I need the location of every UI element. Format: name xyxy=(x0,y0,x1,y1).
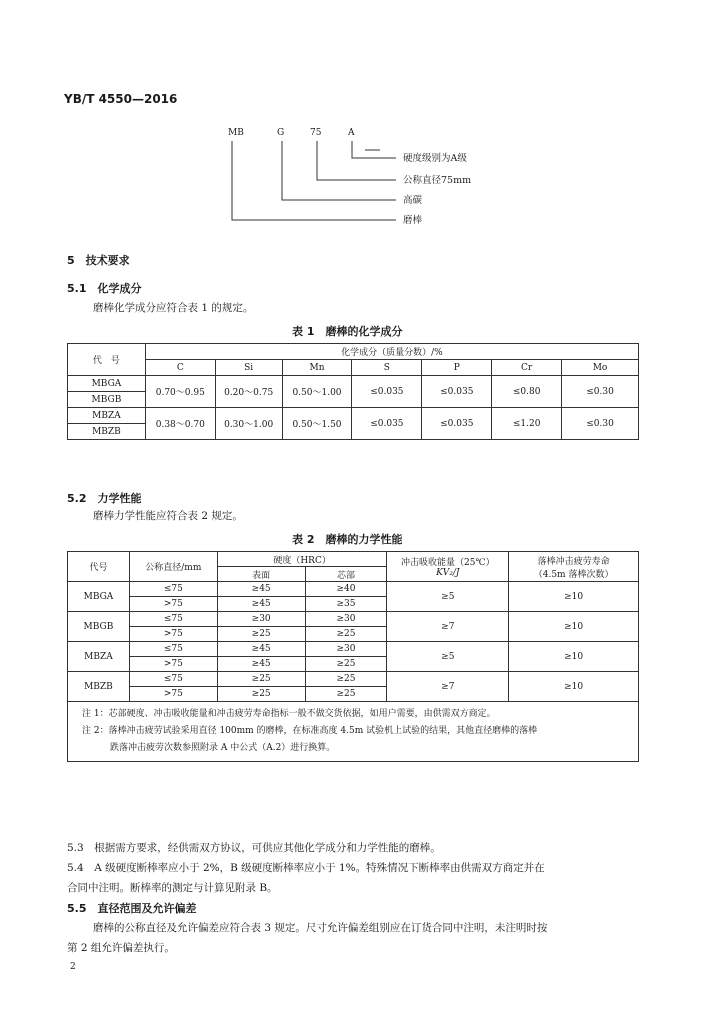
designation-legend-diameter: 公称直径75mm xyxy=(403,175,472,186)
table2-header-impact-line1: 冲击吸收能量（25℃） xyxy=(401,558,495,568)
table1-col-p: P xyxy=(422,360,492,376)
section-5-title: 5 技术要求 xyxy=(67,254,130,267)
section-5-4-line1: 5.4 A 级硬度断棒率应小于 2%，B 级硬度断棒率应小于 1%。特殊情况下断棒率由供需双方商定并在 xyxy=(67,862,545,874)
table2-cell: ≤75 xyxy=(129,612,217,627)
table1-cell: ≤0.035 xyxy=(422,376,492,408)
table1-caption: 表 1 磨棒的化学成分 xyxy=(292,325,403,338)
table2-header-code: 代号 xyxy=(68,552,130,582)
table2-cell: ≥5 xyxy=(387,582,509,612)
table2-cell: ≥7 xyxy=(387,672,509,702)
table2-mechanical-properties xyxy=(67,551,639,762)
table2-cell: ≥7 xyxy=(387,612,509,642)
page-number: 2 xyxy=(70,962,76,972)
table2-header-surface: 表面 xyxy=(217,567,305,582)
table2-header-fatigue-line1: 落棒冲击疲劳寿命 xyxy=(537,556,610,567)
table1-cell: ≤0.30 xyxy=(562,376,639,408)
table1-chemical-composition xyxy=(67,343,639,440)
designation-code-g: G xyxy=(277,128,285,138)
table1-cell: ≤0.035 xyxy=(422,408,492,440)
table2-cell: >75 xyxy=(129,627,217,642)
designation-code-mb: MB xyxy=(228,128,244,138)
table2-cell: ≥25 xyxy=(217,672,305,687)
table2-cell: ≥45 xyxy=(217,642,305,657)
table2-cell: ≥25 xyxy=(217,627,305,642)
table2-row-code: MBZA xyxy=(68,642,130,672)
table2-cell: ≥35 xyxy=(305,597,387,612)
table2-header-fatigue xyxy=(509,552,639,582)
table2-cell: >75 xyxy=(129,687,217,702)
table2-note-2-line1: 注 2：落棒冲击疲劳试验采用直径 100mm 的磨棒，在标准高度 4.5m 试验机上试验的结果，其他直径磨棒的落棒 xyxy=(82,726,538,736)
table2-cell: ≥10 xyxy=(509,612,639,642)
table1-cell: ≤0.035 xyxy=(352,376,422,408)
table1-cell: 0.70～0.95 xyxy=(145,376,215,408)
table2-header-hardness: 硬度（HRC） xyxy=(217,552,387,567)
table1-row-code: MBZB xyxy=(68,424,146,440)
table2-cell: ≥40 xyxy=(305,582,387,597)
table2-header-impact-line2: KV₂/J xyxy=(436,568,460,578)
table2-cell: ≥25 xyxy=(305,672,387,687)
table1-header-group: 化学成分（质量分数）/% xyxy=(145,344,638,360)
table2-cell: ≥30 xyxy=(217,612,305,627)
table2-cell: ≥10 xyxy=(509,672,639,702)
section-5-5-title: 5.5 直径范围及允许偏差 xyxy=(67,902,197,915)
table2-notes xyxy=(68,702,639,762)
table2-cell: ≥25 xyxy=(305,657,387,672)
table2-cell: ≥25 xyxy=(217,687,305,702)
table2-header-diameter: 公称直径/mm xyxy=(129,552,217,582)
section-5-3: 5.3 根据需方要求，经供需双方协议，可供应其他化学成分和力学性能的磨棒。 xyxy=(67,842,441,854)
table1-row-code: MBZA xyxy=(68,408,146,424)
designation-leader-lines xyxy=(220,128,520,228)
table1-cell: 0.50～1.50 xyxy=(282,408,352,440)
table1-col-s: S xyxy=(352,360,422,376)
table2-row-code: MBZB xyxy=(68,672,130,702)
section-5-5-line2: 第 2 组允许偏差执行。 xyxy=(67,942,175,954)
table2-cell: ≤75 xyxy=(129,672,217,687)
section-5-1-text: 磨棒化学成分应符合表 1 的规定。 xyxy=(93,302,254,314)
table2-caption: 表 2 磨棒的力学性能 xyxy=(292,533,403,546)
table1-col-c: C xyxy=(145,360,215,376)
table1-cell: ≤1.20 xyxy=(492,408,562,440)
table2-cell: >75 xyxy=(129,597,217,612)
designation-legend-carbon: 高碳 xyxy=(403,195,423,206)
table2-header-core: 芯部 xyxy=(305,567,387,582)
designation-legend-hardness: 硬度级别为A级 xyxy=(403,153,467,164)
table2-cell: ≤75 xyxy=(129,642,217,657)
table2-row-code: MBGB xyxy=(68,612,130,642)
table1-cell: 0.20～0.75 xyxy=(215,376,282,408)
table2-cell: ≥5 xyxy=(387,642,509,672)
table1-row-code: MBGA xyxy=(68,376,146,392)
table1-cell: 0.38～0.70 xyxy=(145,408,215,440)
section-5-2-title: 5.2 力学性能 xyxy=(67,492,142,505)
table2-cell: ≥45 xyxy=(217,582,305,597)
table1-cell: ≤0.80 xyxy=(492,376,562,408)
table2-cell: ≥10 xyxy=(509,582,639,612)
table2-cell: ≤75 xyxy=(129,582,217,597)
table2-cell: ≥25 xyxy=(305,627,387,642)
table2-cell: >75 xyxy=(129,657,217,672)
table1-col-si: Si xyxy=(215,360,282,376)
designation-diagram xyxy=(220,128,520,228)
table2-cell: ≥25 xyxy=(305,687,387,702)
table1-cell: ≤0.30 xyxy=(562,408,639,440)
standard-number-header: YB/T 4550—2016 xyxy=(64,92,178,106)
table1-cell: ≤0.035 xyxy=(352,408,422,440)
table1-cell: 0.30～1.00 xyxy=(215,408,282,440)
table2-row-code: MBGA xyxy=(68,582,130,612)
section-5-4-line2: 合同中注明。断棒率的测定与计算见附录 B。 xyxy=(67,882,278,894)
designation-legend-rod: 磨棒 xyxy=(403,215,423,226)
designation-code-a: A xyxy=(348,128,355,138)
table1-header-code: 代 号 xyxy=(68,344,146,376)
section-5-2-text: 磨棒力学性能应符合表 2 规定。 xyxy=(93,510,243,522)
section-5-1-title: 5.1 化学成分 xyxy=(67,282,142,295)
table2-note-2-line2: 跌落冲击疲劳次数参照附录 A 中公式（A.2）进行换算。 xyxy=(110,743,336,753)
table1-row-code: MBGB xyxy=(68,392,146,408)
table2-header-impact xyxy=(387,552,509,582)
table1-col-mn: Mn xyxy=(282,360,352,376)
table1-col-mo: Mo xyxy=(562,360,639,376)
table2-note-1: 注 1：芯部硬度、冲击吸收能量和冲击疲劳寿命指标一般不做交货依据，如用户需要，由供需双方商定。 xyxy=(82,709,496,719)
table2-cell: ≥30 xyxy=(305,612,387,627)
table2-cell: ≥45 xyxy=(217,597,305,612)
table2-header-fatigue-line2: （4.5m 落棒次数） xyxy=(533,569,614,580)
table2-cell: ≥10 xyxy=(509,642,639,672)
table1-cell: 0.50～1.00 xyxy=(282,376,352,408)
section-5-5-line1: 磨棒的公称直径及允许偏差应符合表 3 规定。尺寸允许偏差组别应在订货合同中注明，未注明时按 xyxy=(93,922,548,934)
table2-cell: ≥45 xyxy=(217,657,305,672)
table1-col-cr: Cr xyxy=(492,360,562,376)
designation-code-75: 75 xyxy=(310,128,322,138)
table2-cell: ≥30 xyxy=(305,642,387,657)
